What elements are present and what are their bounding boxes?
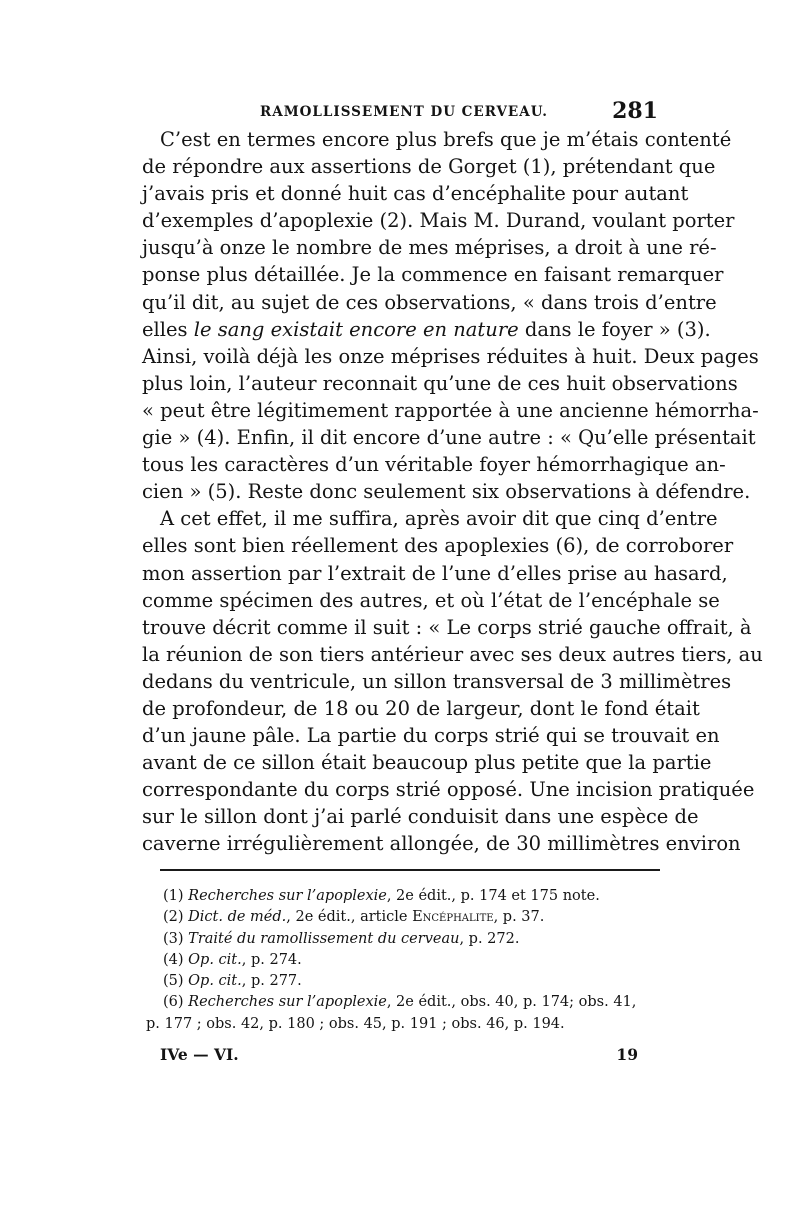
body-line: de répondre aux assertions de Gorget (1), prétendant que [142, 155, 716, 179]
body-line: elles sont bien réellement des apoplexies (6), de corroborer [142, 534, 734, 558]
body-line: correspondante du corps strié opposé. Une incision pratiquée [142, 778, 755, 802]
quote-suffix: dans le foyer » (3). [518, 317, 711, 341]
footnote-rule [160, 869, 660, 871]
body-line: avant de ce sillon était beaucoup plus petite que la partie [142, 751, 712, 775]
body-line: d’un jaune pâle. La partie du corps strié qui se trouvait en [142, 724, 720, 748]
body-line: tous les caractères d’un véritable foyer hémorrhagique an- [142, 453, 726, 477]
body-line: qu’il dit, au sujet de ces observations, « dans trois d’entre [142, 290, 717, 314]
footnotes [142, 886, 682, 1035]
page-number: 281 [612, 98, 658, 124]
body-line: ponse plus détaillée. Je la commence en faisant remarquer [142, 263, 724, 287]
footnote: (2) Dict. de méd., 2e édit., article Encéphalite, p. 37. [163, 909, 545, 926]
body-line: caverne irrégulièrement allongée, de 30 millimètres environ [142, 832, 741, 856]
body-line: sur le sillon dont j’ai parlé conduisit dans une espèce de [142, 805, 699, 829]
body-line: mon assertion par l’extrait de l’une d’elles prise au hasard, [142, 561, 728, 585]
body-line: A cet effet, il me suffira, après avoir dit que cinq d’entre [160, 507, 718, 531]
body-line: Ainsi, voilà déjà les onze méprises réduites à huit. Deux pages [142, 344, 759, 368]
body-text [142, 126, 763, 858]
footnote: (5) Op. cit., p. 277. [163, 973, 302, 990]
body-line: la réunion de son tiers antérieur avec ses deux autres tiers, au [142, 642, 763, 666]
footnote: (1) Recherches sur l’apoplexie, 2e édit., p. 174 et 175 note. [163, 888, 600, 904]
body-line: gie » (4). Enfin, il dit encore d’une autre : « Qu’elle présentait [142, 426, 756, 450]
footnote: (4) Op. cit., p. 274. [163, 951, 302, 968]
body-line: plus loin, l’auteur reconnait qu’une de ces huit observations [142, 371, 738, 395]
body-line: d’exemples d’apoplexie (2). Mais M. Durand, voulant porter [142, 209, 735, 233]
page-header [142, 100, 662, 124]
body-line: trouve décrit comme il suit : « Le corps strié gauche offrait, à [142, 615, 752, 639]
body-line: cien » (5). Reste donc seulement six observations à défendre. [142, 480, 751, 504]
italic-quote: le sang existait encore en nature [193, 317, 519, 341]
footnote-continuation: p. 177 ; obs. 42, p. 180 ; obs. 45, p. 191 ; obs. 46, p. 194. [146, 1015, 565, 1032]
quote-prefix: elles [142, 317, 194, 341]
running-title: RAMOLLISSEMENT DU CERVEAU. [260, 104, 548, 120]
body-line-italic-quote [142, 316, 711, 343]
body-line: j’avais pris et donné huit cas d’encéphalite pour autant [142, 182, 689, 206]
body-line: « peut être légitimement rapportée à une ancienne hémorrha- [142, 398, 759, 422]
body-line: de profondeur, de 18 ou 20 de largeur, dont le fond était [142, 696, 700, 720]
sheet-number: 19 [616, 1045, 638, 1064]
body-line: dedans du ventricule, un sillon transversal de 3 millimètres [142, 669, 732, 693]
footnote: (6) Recherches sur l’apoplexie, 2e édit., obs. 40, p. 174; obs. 41, [163, 994, 637, 1011]
page-footer [160, 1045, 638, 1069]
body-line: jusqu’à onze le nombre de mes méprises, a droit à une ré- [142, 236, 717, 260]
signature-mark: IVe — VI. [160, 1045, 239, 1064]
body-line: comme spécimen des autres, et où l’état de l’encéphale se [142, 588, 720, 612]
footnote: (3) Traité du ramollissement du cerveau, p. 272. [163, 930, 520, 947]
body-line: C’est en termes encore plus brefs que je m’étais contenté [160, 128, 732, 151]
